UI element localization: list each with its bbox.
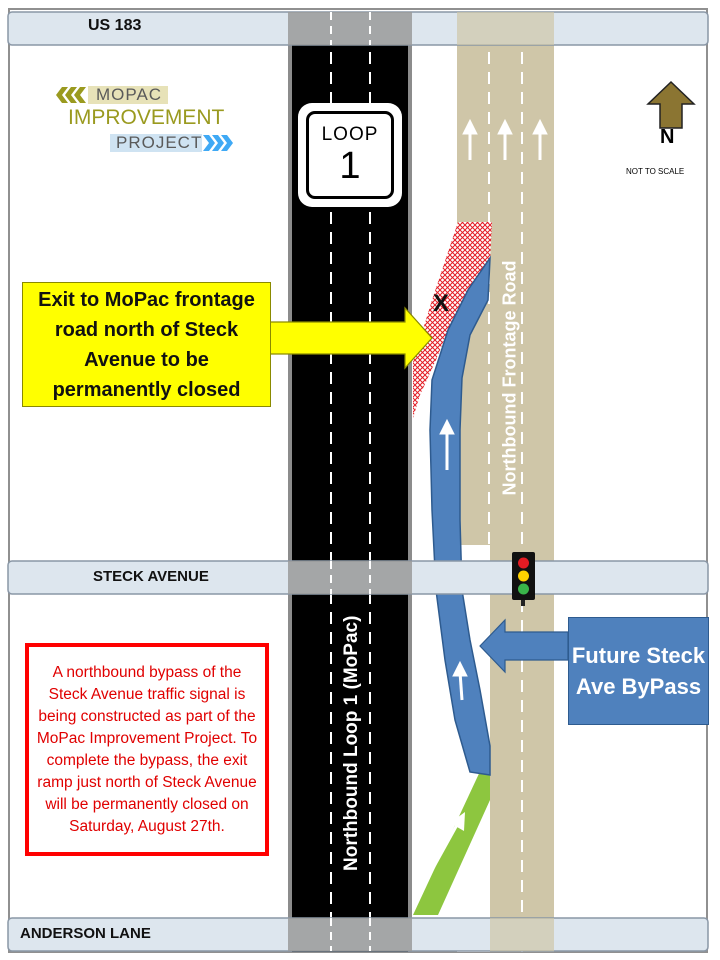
frontage-road-label: Northbound Frontage Road bbox=[499, 260, 520, 496]
logo-chevrons-right-icon bbox=[203, 135, 233, 151]
road-label-us183: US 183 bbox=[88, 17, 142, 34]
closure-x-mark: X bbox=[433, 290, 450, 317]
logo-text-project: PROJECT bbox=[116, 133, 203, 152]
road-label-anderson-lane: ANDERSON LANE bbox=[20, 925, 151, 942]
logo-chevrons-left-icon bbox=[56, 87, 86, 103]
loop-1-shield bbox=[298, 103, 402, 207]
traffic-signal-icon bbox=[512, 552, 535, 606]
loop-1-shield-border bbox=[306, 111, 394, 199]
bypass-callout-text: Future Steck Ave ByPass bbox=[571, 643, 706, 699]
shield-word: LOOP bbox=[321, 124, 379, 145]
logo-text-improvement: IMPROVEMENT bbox=[68, 106, 225, 129]
exit-closure-callout bbox=[22, 282, 271, 407]
mainlane-overpass-us183 bbox=[288, 12, 412, 45]
closure-notice bbox=[25, 643, 269, 856]
road-label-steck-avenue: STECK AVENUE bbox=[93, 568, 209, 585]
not-to-scale-note: NOT TO SCALE bbox=[626, 167, 685, 176]
exit-closure-text: Exit to MoPac frontage road north of Steck Avenue to be permanently closed bbox=[38, 288, 255, 401]
closure-notice-text: A northbound bypass of the Steck Avenue traffic signal is being constructed as part of the MoPac Improvement Project. To complete the bypass, the exit ramp just north of Steck Avenue will be permanently closed on Saturday, August 27th. bbox=[36, 663, 258, 835]
logo-text-mopac: MOPAC bbox=[96, 85, 163, 104]
shield-number: 1 bbox=[339, 145, 361, 187]
north-arrow-icon bbox=[648, 82, 694, 128]
mainlane-overpass-steck bbox=[288, 561, 412, 594]
bypass-callout bbox=[568, 617, 709, 725]
mainlanes-label: Northbound Loop 1 (MoPac) bbox=[341, 615, 362, 871]
mainlane-overpass-anderson bbox=[288, 918, 412, 951]
north-letter: N bbox=[660, 126, 675, 148]
